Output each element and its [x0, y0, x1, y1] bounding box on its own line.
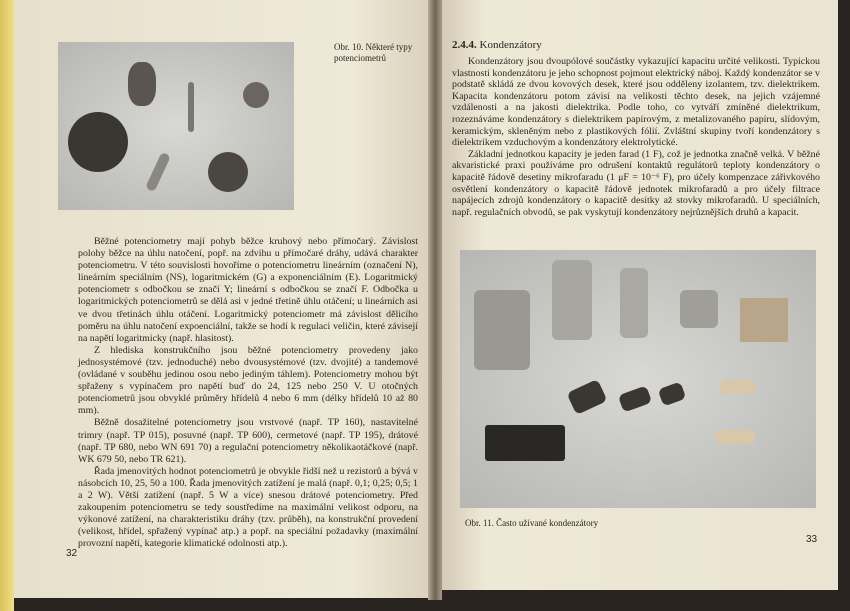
- paragraph: Řada jmenovitých hodnot potenciometrů je obvykle řidší než u rezistorů a bývá v násobcích 10, 25, 50 a 100. Řada jmenovitých zatížení je malá (např. 0,1; 0,25; 0,5; 1 a 2 W). Větší zatížení (např. 5 W a více) snesou drátové potenciometry. Před zakoupením potenciometru se tedy soustředíme na maximální velikost odporu, na výkonové zatížení, na charakteristiku dráhy (tzv. průběh), na konstrukční provedení (velikost, hřídel, spřažený vypínač atp.) a popř. na speciální požadavky (maximální provozní napětí, kategorie klimatické odolnosti atp.).: [78, 465, 418, 550]
- book-spine: [428, 0, 442, 600]
- section-number: 2.4.4.: [452, 39, 477, 51]
- paragraph: Základní jednotkou kapacity je jeden farad (1 F), což je jednotka značně velká. V běžné akvaristické praxi používáme pro odrušení kontaktů regulátorů teploty kondenzátory o kapacitě řádově desetiny mikrofaradu (1 μF = 10⁻⁶ F), pro účely kompenzace zářivkového osvětlení kondenzátory o kapacitě řádově jednotek mikrofaradů a pro účely filtrace napájecích zdrojů kondenzátory o kapacitě desítky až stovky mikrofaradů. U speciálních, např. regulačních obvodů, se pak vyskytují kondenzátory nejrůznějších druhů a kapacit.: [452, 148, 820, 218]
- paragraph: Z hlediska konstrukčního jsou běžné potenciometry provedeny jako jednosystémové (tzv. jednoduché) nebo dvousystémové (tzv. dvojité) a tandemové (ovládané v souběhu jedinou osou nebo jediným táhlem). Potenciometry mohou být spřaženy s vypínačem pro napětí buď do 24, 125 nebo 250 V. U otočných potenciometrů jsou obvyklé průměry hřídelů 4 nebo 6 mm (délky hřídelů 10 až 80 mm).: [78, 344, 418, 417]
- page-edge: [0, 0, 14, 611]
- figure-11-caption: Obr. 11. Často užívané kondenzátory: [465, 518, 599, 528]
- right-body-text: [452, 56, 820, 218]
- page-number-left: 32: [66, 548, 78, 559]
- section-heading: [452, 39, 542, 51]
- section-title: Kondenzátory: [479, 39, 542, 51]
- capacitors-photo: [460, 250, 816, 508]
- left-body-text: [78, 236, 418, 550]
- paragraph: Kondenzátory jsou dvoupólové součástky vykazující kapacitu určité velikosti. Typickou vlastností kondenzátoru je jeho schopnost pojmout elektrický náboj. Každý kondenzátor se v podstatě skládá ze dvou kovových desek, které jsou odděleny izolantem, tzv. dielektrikem. Kapacita kondenzátoru potom závisí na velikosti těchto desek, na jejich vzájemné vzdálenosti a na jakosti dielektrika. Podle toho, co vytváří zmíněné dielektrikum, rozeznáváme kondenzátory s dielektrikem papírovým, z metalizovaného papíru, slídovým, keramickým, skleněným nebo z plastikových fólií. Zvláštní skupiny tvoří kondenzátory s dielektrikem vzduchovým a kondenzátory elektrolytické.: [452, 56, 820, 149]
- paragraph: Běžné potenciometry mají pohyb běžce kruhový nebo přímočarý. Závislost polohy běžce na úhlu natočení, popř. na zdvihu u přímočaré dráhy, udává charakter potenciometru. V této souvislosti hovoříme o potenciometru lineárním (označení N), lineárním speciálním (NS), logaritmickém (G) a exponenciálním (E). Logaritmický potenciometr s odbočkou se značí Y; lineární s odbočkou se značí F. Odbočka u logaritmických potenciometrů se dělá asi v jedné třetině úhlu otáčení; u lineárních asi ve dvou třetinách úhlu otáčení. Logaritmický potenciometr má závislost dělicího poměru na úhlu natočení expoenciální, takže se hodí k regulaci veličin, které závisejí na napětí logaritmicky (např. hlasitost).: [78, 236, 418, 344]
- figure-10-caption: Obr. 10. Některé typy potenciometrů: [334, 42, 413, 63]
- potentiometers-photo: [58, 42, 294, 210]
- paragraph: Běžně dosažitelné potenciometry jsou vrstvové (např. TP 160), nastavitelné trimry (např. TP 015), posuvné (např. TP 600), cermetové (např. TP 195), drátové (např. TP 680, nebo WN 691 70) a regulační potenciometry několikaotáčkové (např. WK 679 50, nebo TR 621).: [78, 417, 418, 465]
- page-number-right: 33: [806, 534, 818, 545]
